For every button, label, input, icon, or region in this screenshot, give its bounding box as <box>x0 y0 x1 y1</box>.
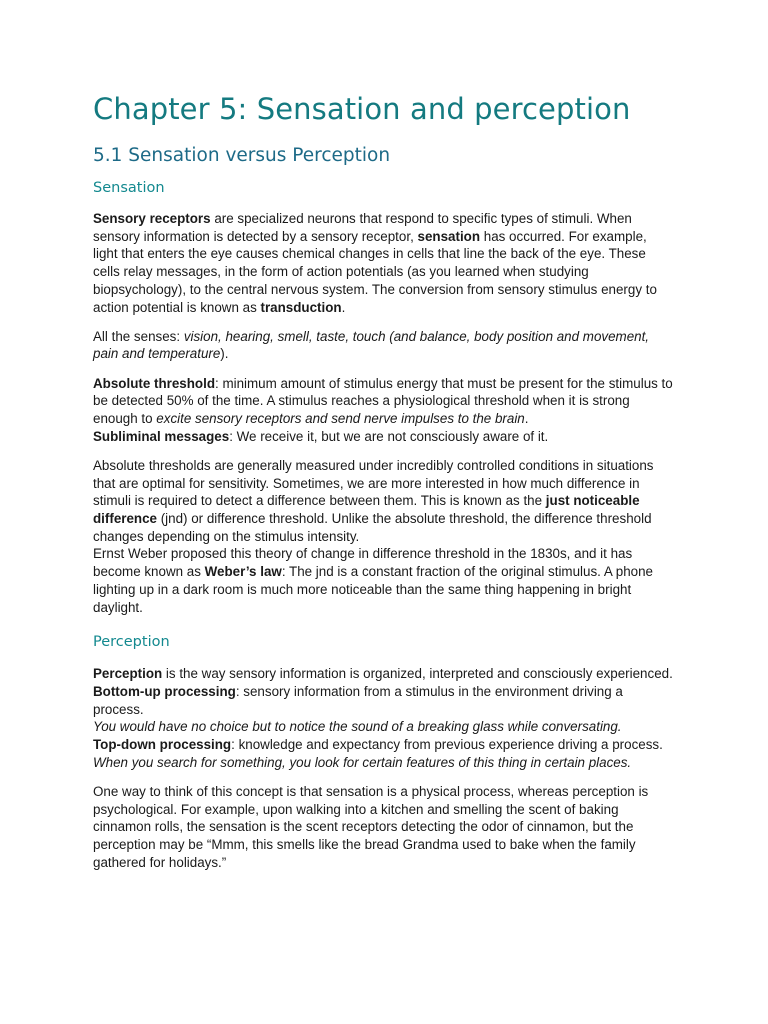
term-transduction: transduction <box>260 299 342 315</box>
text-run: All the senses: <box>93 328 184 344</box>
term-sensation: sensation <box>417 228 481 244</box>
text-run: is the way sensory information is organized, interpreted and consciously experienced. <box>162 666 673 682</box>
text-run: has occurred. For example, light that enters the eye causes chemical changes in cells that line the back of the eye. These cells relay messages, in the form of action potentials (as you learned when studying biopsychology), to the central nervous system. The conversion from sensory stimulus energy to action potential is known as <box>93 228 657 315</box>
text-run-italic: excite sensory receptors and send nerve impulses to the brain <box>156 411 525 427</box>
chapter-title: Chapter 5: Sensation and perception <box>93 92 631 126</box>
document-page <box>93 88 673 883</box>
text-run: : The jnd is a constant fraction of the original stimulus. A phone lighting up in a dark room is much more noticeable than the same thing happening in bright daylight. <box>93 564 654 615</box>
text-run: : minimum amount of stimulus energy that must be present for the stimulus to be detected 50% of the time. A stimulus reaches a physiological threshold when it is strong enough to <box>93 375 673 427</box>
text-run: Ernst Weber proposed this theory of change in difference threshold in the 1830s, and it has become known as <box>93 546 633 580</box>
term-bottom-up: Bottom-up processing <box>93 683 236 699</box>
text-run: ). <box>220 346 229 362</box>
paragraph-sensory-receptors <box>93 210 673 316</box>
senses-list: vision, hearing, smell, taste, touch (and balance, body position and movement, pain and temperature <box>93 328 650 362</box>
term-jnd: just noticeable difference <box>93 493 640 527</box>
text-run: . <box>524 411 529 427</box>
paragraph-all-senses <box>93 328 673 363</box>
term-subliminal-messages: Subliminal messages <box>93 428 230 444</box>
sensation-heading: Sensation <box>93 180 165 196</box>
example-top-down: When you search for something, you look for certain features of this thing in certain places. <box>93 754 632 770</box>
perception-heading: Perception <box>93 634 170 651</box>
section-title: 5.1 Sensation versus Perception <box>93 145 391 166</box>
text-run: : We receive it, but we are not consciously aware of it. <box>229 428 549 444</box>
term-perception: Perception <box>93 666 163 682</box>
paragraph-conclusion: One way to think of this concept is that sensation is a physical process, whereas perception is psychological. For example, upon walking into a kitchen and smelling the scent of baking cinnamon rolls, the sensation is the scent receptors detecting the odor of cinnamon, but the perception may be “Mmm, this smells like the bread Grandma used to bake when the family gathered for holidays.” <box>93 783 649 870</box>
paragraph-difference-threshold <box>93 457 673 616</box>
text-run: are specialized neurons that respond to specific types of stimuli. When sensory information is detected by a sensory receptor, <box>93 211 632 244</box>
paragraph-absolute-threshold <box>93 375 673 446</box>
text-run: : knowledge and expectancy from previous experience driving a process. <box>231 737 663 753</box>
text-run: : sensory information from a stimulus in the environment driving a process. <box>93 683 623 717</box>
text-run: Absolute thresholds are generally measured under incredibly controlled conditions in situations that are optimal for sensitivity. Sometimes, we are more interested in how much difference in stimuli is required to detect a difference between them. This is known as the <box>93 457 654 509</box>
term-webers-law: Weber’s law <box>204 564 282 580</box>
term-absolute-threshold: Absolute threshold <box>93 375 216 391</box>
paragraph-perception <box>93 665 673 771</box>
example-bottom-up: You would have no choice but to notice the sound of a breaking glass while conversating. <box>93 719 622 735</box>
text-run: (jnd) or difference threshold. Unlike the absolute threshold, the difference threshold changes depending on the stimulus intensity. <box>93 511 652 544</box>
text-run: . <box>341 299 346 315</box>
term-top-down: Top-down processing <box>93 737 232 753</box>
term-sensory-receptors: Sensory receptors <box>93 211 211 226</box>
